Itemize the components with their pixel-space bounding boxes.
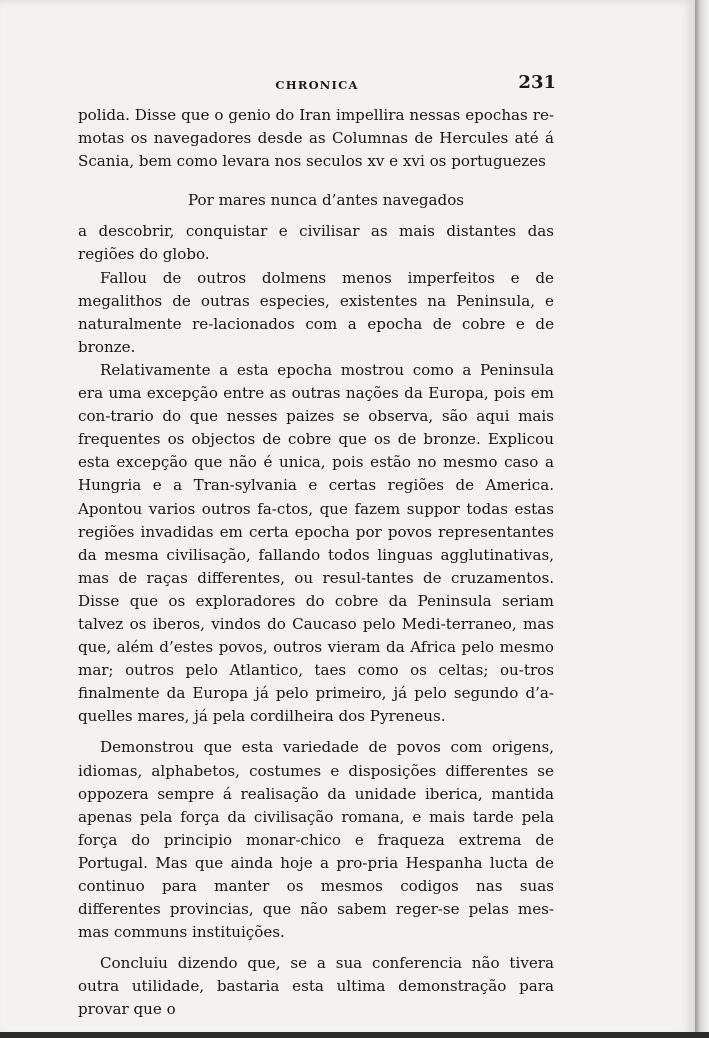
paragraph-1: polida. Disse que o genio do Iran impellira nessas epochas re-motas os navegadores desde as Columnas de Hercules até á Scania, bem como levara nos seculos xv e xvi os portuguezes (78, 106, 554, 171)
page-edge-shadow (695, 0, 709, 1038)
running-title: CHRONICA (275, 78, 359, 92)
paragraph-6: Concluiu dizendo que, se a sua conferencia não tivera outra utilidade, bastaria esta ultima demonstração para provar que o (78, 954, 554, 1019)
body-text (78, 104, 554, 1022)
page-number: 231 (518, 72, 556, 93)
paragraph-2: a descobrir, conquistar e civilisar as mais distantes das regiões do globo. (78, 222, 554, 264)
scan-bottom-border (0, 1032, 709, 1038)
page-header (78, 72, 556, 94)
verse-quote: Por mares nunca d’antes navegados (187, 191, 465, 210)
paragraph-4: Relativamente a esta epocha mostrou como a Peninsula era uma excepção entre as outras nações da Europa, pois em con-trario do que nesses paizes se observa, são aqui mais frequentes os objectos de cobre que os de bronze. Explicou esta excepção que não é unica, pois estão no mesmo caso a Hungria e a Tran-sylvania e certas regiões de America. Apontou varios outros fa-ctos, que fazem suppor todas estas regiões invadidas em certa epocha por povos representantes da mesma civilisação, fallando todos linguas agglutinativas, mas de raças differentes, ou resul-tantes de cruzamentos. Disse que os exploradores do cobre da Peninsula seriam talvez os iberos, vindos do Caucaso pelo Medi-terraneo, mas que, além d’estes povos, outros vieram da Africa pelo mesmo mar; outros pelo Atlantico, taes como os celtas; ou-tros finalmente da Europa já pelo primeiro, já pelo segundo d’a-quelles mares, já pela cordilheira dos Pyreneus. (78, 360, 554, 726)
paragraph-3: Fallou de outros dolmens menos imperfeitos e de megalithos de outras especies, existentes na Peninsula, e naturalmente re-lacionados com a epocha de cobre e de bronze. (78, 268, 554, 356)
paragraph-5: Demonstrou que esta variedade de povos com origens, idiomas, alphabetos, costumes e disposições differentes se oppozera sempre á realisação da unidade iberica, mantida apenas pela força da civilisação romana, e mais tarde pela força do principio monar-chico e fraqueza extrema de Portugal. Mas que ainda hoje a pro-pria Hespanha lucta de continuo para manter os mesmos codigos nas suas differentes provincias, que não sabem reger-se pelas mes-mas communs instituições. (78, 738, 554, 942)
